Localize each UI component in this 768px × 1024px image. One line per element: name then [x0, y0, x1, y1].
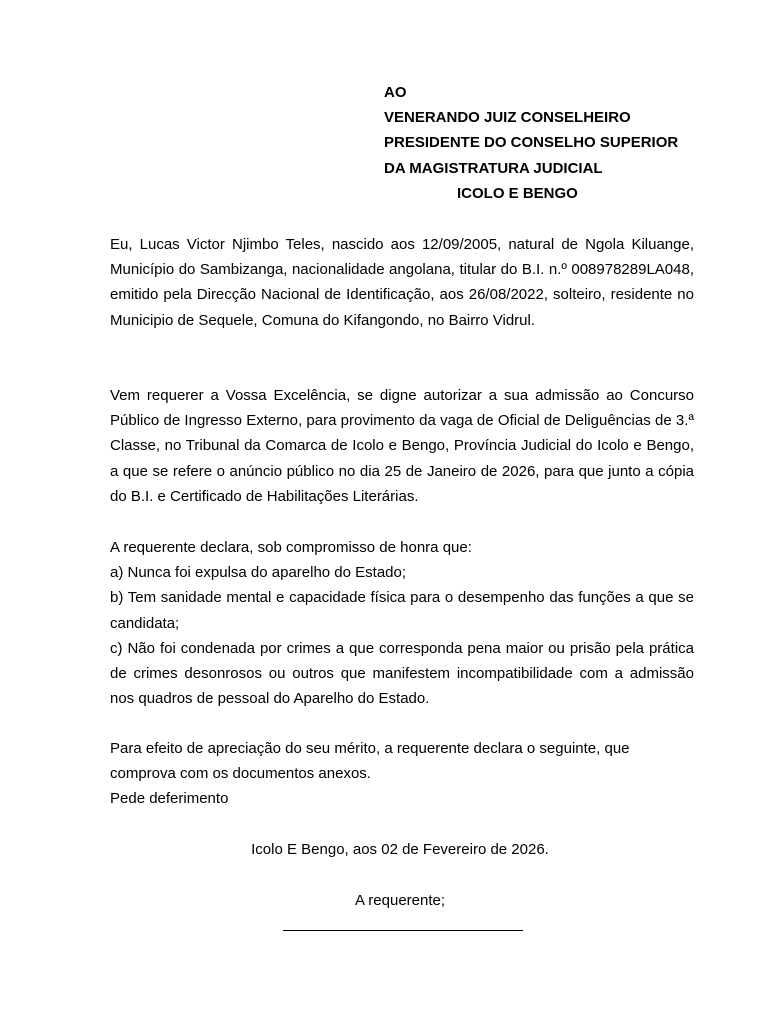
addressee-line-1: AO: [384, 84, 407, 101]
addressee-line-2: VENERANDO JUIZ CONSELHEIRO: [384, 109, 631, 127]
addressee-line-4: DA MAGISTRATURA JUDICIAL: [384, 159, 603, 177]
closing-line-1: Para efeito de apreciação do seu mérito, a requerente declara o seguinte, que: [110, 740, 630, 757]
declaration-item-b: b) Tem sanidade mental e capacidade física para o desempenho das funções a que se candidata;: [110, 589, 694, 632]
request-text: Vem requerer a Vossa Excelência, se digne autorizar a sua admissão ao Concurso Público de Ingresso Externo, para provimento da vaga de Oficial de Deliguências de 3.ª Classe, no Tribunal da Comarca de Icolo e Bengo, Província Judicial do Icolo e Bengo, a que se refere o anúncio público no dia 25 de Janeiro de 2026, para que junto a cópia do B.I. e Certificado de Habilitações Literárias.: [110, 387, 694, 505]
closing-paragraph: [110, 736, 694, 812]
addressee-line-3: PRESIDENTE DO CONSELHO SUPERIOR: [384, 134, 679, 152]
addressee-line-5: ICOLO E BENGO: [457, 184, 578, 202]
addressee-block: [384, 80, 678, 206]
declaration-intro: A requerente declara, sob compromisso de honra que:: [110, 539, 472, 556]
request-paragraph: [110, 383, 694, 509]
declaration-block: [110, 535, 694, 711]
declaration-item-c: c) Não foi condenada por crimes a que corresponda pena maior ou prisão pela prática de crimes desonrosos ou outros que manifestem incompatibilidade com a admissão nos quadros de pessoal do Aparelho do Estado.: [110, 639, 694, 708]
signature-label: A requerente;: [354, 892, 446, 909]
identification-paragraph: [110, 232, 694, 333]
closing-line-2: comprova com os documentos anexos.: [110, 765, 371, 783]
signature-line: [283, 930, 523, 931]
date-line: Icolo E Bengo, aos 02 de Fevereiro de 2026.: [251, 841, 549, 858]
identification-text: Eu, Lucas Victor Njimbo Teles, nascido aos 12/09/2005, natural de Ngola Kiluange, Município do Sambizanga, nacionalidade angolana, titular do B.I. n.º 008978289LA048, emitido pela Direcção Nacional de Identificação, aos 26/08/2022, solteiro, residente no Municipio de Sequele, Comuna do Kifangondo, no Bairro Vidrul.: [110, 236, 694, 329]
declaration-item-a: a) Nunca foi expulsa do aparelho do Estado;: [110, 564, 407, 582]
closing-line-3: Pede deferimento: [110, 790, 229, 808]
